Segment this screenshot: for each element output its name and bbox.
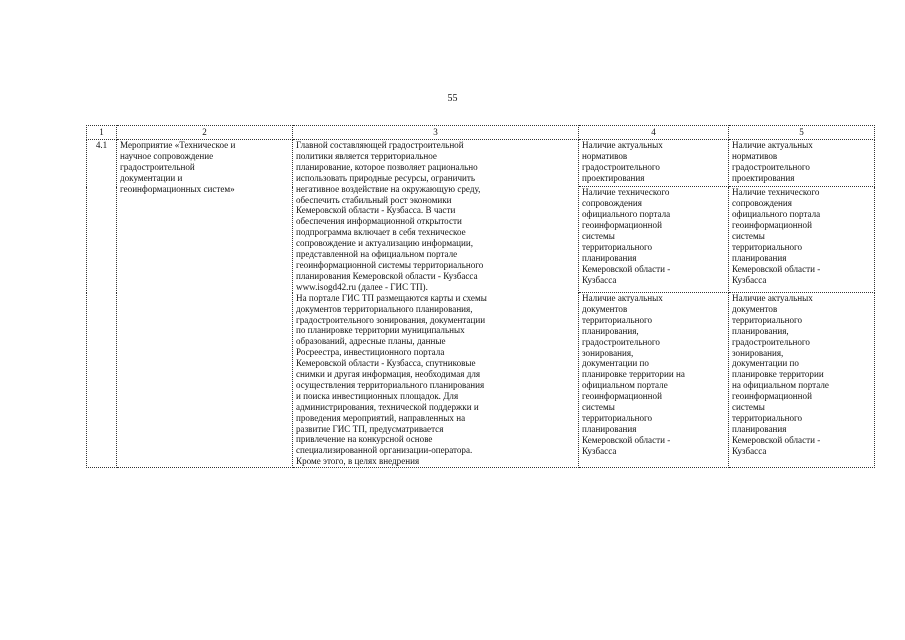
indicator-line: градостроительного: [582, 336, 660, 347]
indicator-line: территориального: [582, 412, 653, 423]
header-col-1: 1: [87, 126, 117, 140]
indicator-line: градостроительного: [732, 161, 810, 172]
indicator-line: Наличие технического: [732, 187, 820, 198]
header-col-2: 2: [117, 126, 293, 140]
indicator-line: сопровождения: [732, 198, 792, 209]
description-line: и поиска инвестиционных площадок. Для: [296, 390, 459, 401]
event-line: геоинформационных систем»: [120, 183, 235, 194]
indicator-line: системы: [582, 402, 615, 413]
indicator-line: Кузбасса: [732, 445, 767, 456]
description-line: градостроительного зонирования, документации: [296, 314, 486, 325]
indicator-cell-4-3: [579, 293, 729, 468]
header-row: [87, 126, 875, 140]
indicator-cell-5-3: [729, 293, 875, 468]
indicator-line: Кузбасса: [582, 274, 617, 285]
event-line: градостроительной: [120, 161, 195, 172]
description-line: Главной составляющей градостроительной: [296, 140, 464, 150]
indicator-line: проектирования: [582, 172, 645, 183]
table-row: [87, 140, 875, 187]
indicator-line: Наличие актуальных: [582, 140, 663, 150]
header-col-4: 4: [579, 126, 729, 140]
indicator-line: документов: [732, 303, 778, 314]
indicator-line: официальном портале: [582, 380, 668, 391]
indicator-line: Кемеровской области -: [732, 434, 821, 445]
description-line: политики является территориальное: [296, 150, 437, 161]
indicator-line: нормативов: [582, 150, 628, 161]
indicator-line: территориального: [582, 242, 653, 253]
indicator-line: зонирования,: [582, 347, 634, 358]
description-line: Кемеровской области - Кузбасса, спутниковые: [296, 358, 476, 369]
description-line: негативное воздействие на окружающую среду,: [296, 183, 481, 194]
indicator-line: на официальном портале: [732, 380, 829, 391]
description-line: администрирования, технической поддержки и: [296, 401, 479, 412]
description-line: снимки и другая информация, необходимая для: [296, 369, 481, 380]
indicator-line: официального портала: [732, 209, 821, 220]
indicator-line: Наличие актуальных: [732, 140, 813, 150]
indicator-line: планировке территории: [732, 369, 824, 380]
indicator-line: Кемеровской области -: [582, 434, 671, 445]
indicator-cell-5-1: [729, 140, 875, 187]
event-line: документации и: [120, 172, 183, 183]
description-line: специализированной организации-оператора.: [296, 445, 473, 456]
indicator-line: территориального: [732, 412, 803, 423]
indicator-line: территориального: [732, 242, 803, 253]
description-line: осуществления территориального планирования: [296, 379, 485, 390]
indicator-line: геоинформационной: [582, 220, 662, 231]
indicator-line: Кемеровской области -: [582, 263, 671, 274]
indicator-line: проектирования: [732, 172, 795, 183]
description-line: привлечение на конкурсной основе: [296, 434, 433, 445]
description-line: сопровождение и актуализацию информации,: [296, 238, 473, 249]
indicator-line: зонирования,: [732, 347, 784, 358]
description-line: www.isogd42.ru (далее - ГИС ТП).: [296, 281, 428, 292]
indicator-line: системы: [732, 231, 765, 242]
description-line: обеспечить стабильный рост экономики: [296, 194, 452, 205]
indicator-line: геоинформационной: [732, 391, 812, 402]
indicator-cell-4-2: [579, 187, 729, 293]
indicator-cell-5-2: [729, 187, 875, 293]
indicator-line: сопровождения: [582, 198, 642, 209]
indicator-line: системы: [582, 231, 615, 242]
indicator-line: Кемеровской области -: [732, 263, 821, 274]
page-number: 55: [447, 93, 458, 104]
description-line: планирования Кемеровской области - Кузбасса: [296, 270, 478, 281]
indicator-line: планирования: [582, 423, 637, 434]
measures-table: [86, 125, 875, 468]
description-line: представленной на официальном портале: [296, 249, 458, 260]
indicator-line: планирования: [732, 252, 787, 263]
indicator-line: территориального: [732, 314, 803, 325]
indicator-line: градостроительного: [732, 336, 810, 347]
indicator-line: геоинформационной: [732, 220, 812, 231]
description-line: проведения мероприятий, направленных на: [296, 412, 466, 423]
description-line: развитие ГИС ТП, предусматривается: [296, 423, 444, 434]
indicator-line: градостроительного: [582, 161, 660, 172]
description-line: обеспечения информационной открытости: [296, 216, 462, 227]
indicator-line: нормативов: [732, 150, 778, 161]
indicator-line: документации по: [582, 358, 649, 369]
description-line: документов территориального планирования,: [296, 303, 473, 314]
description-line: геоинформационной системы территориального: [296, 259, 484, 270]
description-line: подпрограмма включает в себя техническое: [296, 227, 466, 238]
description-line: Кемеровской области - Кузбасса. В части: [296, 205, 456, 216]
indicator-line: планирования,: [732, 325, 789, 336]
description-line: планирование, которое позволяет рационально: [296, 161, 478, 172]
indicator-line: геоинформационной: [582, 391, 662, 402]
indicator-line: планирования,: [582, 325, 639, 336]
indicator-line: планировке территории на: [582, 369, 685, 380]
row-number: 4.1: [87, 140, 117, 468]
description-line: использовать природные ресурсы, ограничить: [296, 172, 476, 183]
description-cell: [293, 140, 579, 468]
indicator-line: документов: [582, 303, 628, 314]
indicator-cell-4-1: [579, 140, 729, 187]
indicator-line: Наличие технического: [582, 187, 670, 198]
indicator-line: Наличие актуальных: [732, 293, 813, 303]
description-line: На портале ГИС ТП размещаются карты и схемы: [296, 292, 487, 303]
indicator-line: документации по: [732, 358, 799, 369]
header-col-3: 3: [293, 126, 579, 140]
description-line: Кроме этого, в целях внедрения: [296, 456, 420, 467]
description-line: образований, адресные планы, данные: [296, 336, 446, 347]
indicator-line: территориального: [582, 314, 653, 325]
indicator-line: Кузбасса: [582, 445, 617, 456]
event-line: научное сопровождение: [120, 150, 214, 161]
description-line: Росреестра, инвестиционного портала: [296, 347, 445, 358]
event-line: Мероприятие «Техническое и: [120, 140, 236, 150]
indicator-line: планирования: [732, 423, 787, 434]
header-col-5: 5: [729, 126, 875, 140]
description-line: по планировке территории муниципальных: [296, 325, 465, 336]
event-name-cell: [117, 140, 293, 468]
indicator-line: планирования: [582, 252, 637, 263]
indicator-line: Наличие актуальных: [582, 293, 663, 303]
indicator-line: официального портала: [582, 209, 671, 220]
indicator-line: системы: [732, 402, 765, 413]
indicator-line: Кузбасса: [732, 274, 767, 285]
